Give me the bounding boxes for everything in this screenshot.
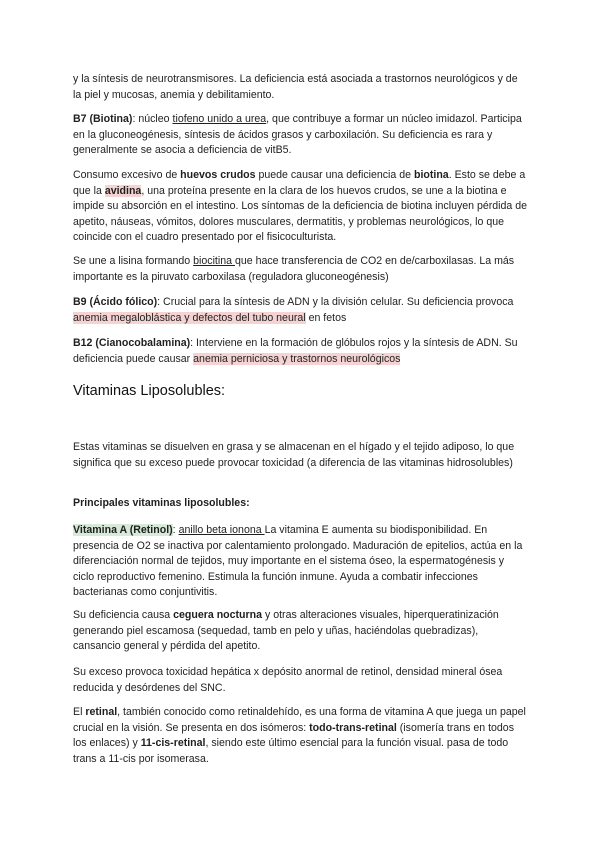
- term-b7: B7 (Biotina): [73, 113, 133, 125]
- paragraph-exceso-a: Su exceso provoca toxicidad hepática x depósito anormal de retinol, densidad mineral ósea reducida y desórdenes del SNC.: [73, 666, 503, 694]
- text-span: . Esto se debe a que la: [73, 169, 526, 197]
- underlined-beta-ionona: anillo beta ionona: [178, 524, 265, 536]
- paragraph-b9: [73, 295, 528, 326]
- paragraph-vitamina-a: [73, 523, 528, 601]
- text-span: : Crucial para la síntesis de ADN y la división celular. Su deficiencia provoca: [157, 296, 514, 308]
- paragraph-lisina: [73, 254, 528, 285]
- text-span: Su deficiencia causa: [73, 609, 174, 621]
- highlight-b9-deficiency: anemia megaloblástica y defectos del tubo neural: [73, 311, 306, 324]
- text-span: , también conocido como retinaldehído, es una forma de vitamina A que juega un papel crucial en la visión. Se presenta en dos isómeros:: [73, 706, 526, 734]
- term-b12: B12 (Cianocobalamina): [73, 337, 191, 349]
- text-span: : núcleo: [132, 113, 173, 125]
- paragraph-deficiencia-a: [73, 608, 528, 655]
- paragraph-retinal: [73, 705, 528, 767]
- bold-todo-trans-retinal: todo-trans-retinal: [309, 721, 397, 734]
- bold-subheading: Principales vitaminas liposolubles:: [73, 497, 250, 509]
- bold-biotina: biotina: [413, 169, 449, 181]
- highlight-avidina: avidina: [104, 184, 142, 197]
- underlined-tiofeno: tiofeno unido a urea: [172, 113, 267, 125]
- subheading-principales: [73, 496, 528, 512]
- highlight-b12-deficiency: anemia perniciosa y trastornos neurológicos: [193, 352, 401, 365]
- text-span: , que contribuye a formar un núcleo imidazol. Participa en la gluconeogénesis, síntesis de ácidos grasos y carboxilación. Su deficiencia es rara y generalmente se asocia a deficiencia de vitB5.: [73, 113, 522, 157]
- term-b9: B9 (Ácido fólico): [73, 296, 158, 308]
- paragraph-liposolubles-intro: Estas vitaminas se disuelven en grasa y se almacenan en el hígado y el tejido adiposo, lo que significa que su exceso puede provocar toxicidad (a diferencia de las vitaminas hidrosolubles): [73, 441, 515, 469]
- highlight-vitamina-a: Vitamina A (Retinol): [73, 524, 173, 536]
- paragraph-huevos-crudos: [73, 168, 528, 246]
- text-span: El: [73, 706, 86, 718]
- text-span: puede causar una deficiencia de: [255, 169, 414, 181]
- text-span: : Interviene en la formación de glóbulos rojos y la síntesis de ADN. Su deficiencia puede causar: [73, 337, 518, 365]
- text-span: La vitamina E aumenta su biodisponibilidad. En presencia de O2 se inactiva por calentamiento prolongado. Maduración de epitelios, actúa en la diferenciación normal de tejidos, muy importante en el sistema óseo, la espermatogénesis y ciclo reproductivo femenino. Estimula la función inmune. Ayuda a combatir infecciones bacterianas como conjuntivitis.: [73, 524, 523, 599]
- text-span: en fetos: [305, 311, 347, 324]
- heading-liposolubles: Vitaminas Liposolubles:: [73, 383, 226, 399]
- text-span: , siendo este último esencial para la función visual. pasa de todo trans a 11-cis por isomerasa.: [73, 737, 509, 765]
- text-span: :: [172, 524, 179, 536]
- bold-huevos-crudos: huevos crudos: [180, 169, 256, 181]
- bold-11-cis-retinal: 11-cis-retinal: [140, 737, 206, 750]
- bold-ceguera-nocturna: ceguera nocturna: [173, 609, 263, 621]
- text-span: Se une a lisina formando: [73, 255, 194, 267]
- underlined-biocitina: biocitina: [193, 255, 235, 267]
- paragraph-b7: [73, 112, 528, 159]
- text-span: (isomería trans en todos los enlaces) y: [73, 721, 515, 750]
- paragraph-b12: [73, 336, 528, 367]
- bold-retinal: retinal: [85, 706, 118, 718]
- text-span: Consumo excesivo de: [73, 169, 181, 181]
- paragraph-intro-continuation: y la síntesis de neurotransmisores. La deficiencia está asociada a trastornos neurológicos y de la piel y mucosas, anemia y debilitamiento.: [73, 73, 518, 101]
- text-span: y otras alteraciones visuales, hiperqueratinización generando piel escamosa (sequedad, tamb en pelo y uñas, haciéndolas quebradizas), cansancio general y pérdida del apetito.: [73, 609, 499, 653]
- text-span: que hace transferencia de CO2 en de/carboxilasas. La más importante es la piruvato carboxilasa (reguladora gluconeogénesis): [73, 255, 515, 283]
- text-span: , una proteína presente en la clara de los huevos crudos, se une a la biotina e impide su absorción en el intestino. Los síntomas de la deficiencia de biotina incluyen pérdida de apetito, náuseas, vómitos, dolores musculares, dermatitis, y problemas neurológicos, lo que coincide con el cuadro presentado por el fisicoculturista.: [73, 184, 528, 244]
